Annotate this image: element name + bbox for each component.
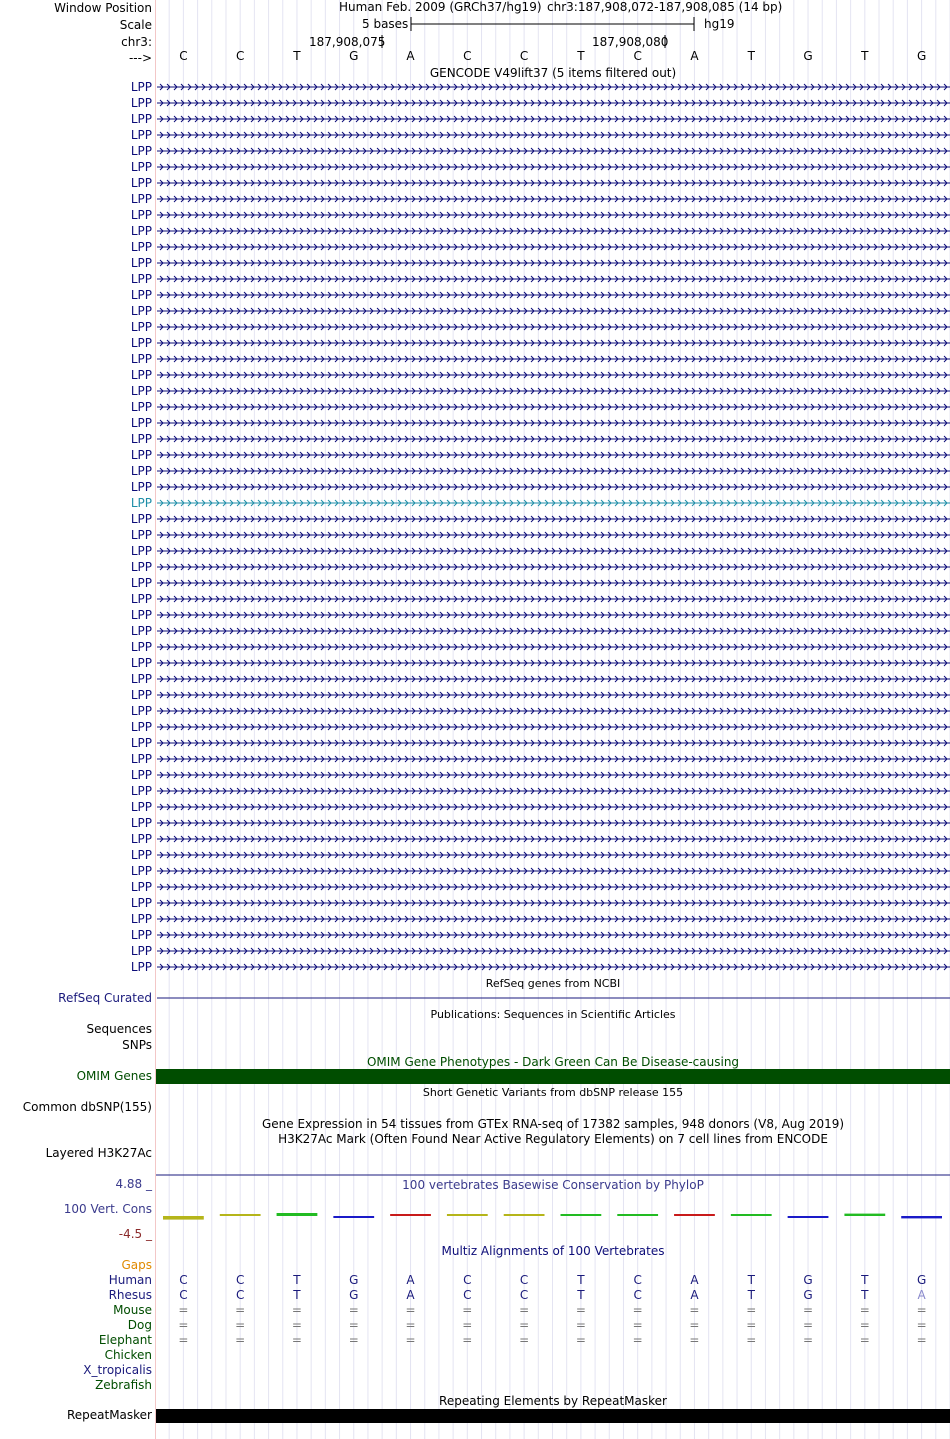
multiz-base: = [405, 1333, 416, 1347]
multiz-base: = [859, 1303, 870, 1317]
gencode-gene-label[interactable]: LPP [130, 448, 152, 462]
multiz-base: T [293, 1273, 301, 1287]
multiz-base: C [463, 1288, 472, 1302]
h3k27ac-track-label[interactable]: Layered H3K27Ac [45, 1146, 152, 1160]
gencode-gene-label[interactable]: LPP [130, 784, 152, 798]
multiz-base: C [179, 1288, 188, 1302]
gencode-gene-label[interactable]: LPP [130, 608, 152, 622]
gencode-gene-label[interactable]: LPP [130, 560, 152, 574]
multiz-base: G [916, 1273, 927, 1287]
gencode-gene-label[interactable]: LPP [130, 256, 152, 270]
phylop-bar [504, 1214, 545, 1216]
gencode-gene-label[interactable]: LPP [130, 368, 152, 382]
gencode-gene-label[interactable]: LPP [130, 880, 152, 894]
multiz-base: = [519, 1303, 530, 1317]
multiz-base: = [575, 1333, 586, 1347]
phylop-bar [163, 1216, 204, 1220]
multiz-base: = [235, 1333, 246, 1347]
multiz-base: A [917, 1288, 926, 1302]
multiz-base: = [689, 1318, 700, 1332]
gencode-gene-label[interactable]: LPP [130, 944, 152, 958]
phylop-track-label[interactable]: 100 Vert. Cons [63, 1202, 152, 1216]
multiz-base: = [405, 1303, 416, 1317]
multiz-base: = [575, 1318, 586, 1332]
scale-text: 5 bases [362, 17, 409, 31]
gencode-gene-label[interactable]: LPP [130, 720, 152, 734]
multiz-base: C [519, 1273, 529, 1287]
coord-tick-1: 187,908,075 [309, 35, 386, 49]
multiz-track-title[interactable]: Multiz Alignments of 100 Vertebrates [441, 1244, 665, 1258]
gencode-gene-label[interactable]: LPP [130, 384, 152, 398]
gencode-gene-label[interactable]: LPP [130, 416, 152, 430]
multiz-base: T [293, 1288, 301, 1302]
multiz-base: C [235, 1273, 245, 1287]
reference-base: A [690, 49, 699, 63]
multiz-base: = [859, 1318, 870, 1332]
phylop-bar [333, 1216, 374, 1218]
multiz-base: T [577, 1273, 585, 1287]
multiz-base: = [291, 1318, 302, 1332]
gencode-gene-label[interactable]: LPP [130, 480, 152, 494]
multiz-base: = [916, 1333, 927, 1347]
gencode-track-title[interactable]: GENCODE V49lift37 (5 items filtered out) [429, 66, 677, 80]
gencode-gene-label[interactable]: LPP [130, 432, 152, 446]
assembly-title: Human Feb. 2009 (GRCh37/hg19) [339, 0, 542, 14]
multiz-base: = [632, 1303, 643, 1317]
multiz-base: G [803, 1288, 813, 1302]
dbsnp-track-title[interactable]: Short Genetic Variants from dbSNP release 155 [422, 1086, 684, 1099]
multiz-base: A [406, 1273, 415, 1287]
gencode-gene-label[interactable]: LPP [130, 224, 152, 238]
multiz-base: = [803, 1318, 814, 1332]
multiz-species-label[interactable]: Dog [127, 1318, 152, 1332]
multiz-base: = [519, 1333, 530, 1347]
multiz-base: = [519, 1318, 530, 1332]
gencode-gene-label[interactable]: LPP [130, 576, 152, 590]
multiz-base: A [690, 1273, 699, 1287]
gencode-gene-label[interactable]: LPP [130, 544, 152, 558]
omim-track-title[interactable]: OMIM Gene Phenotypes - Dark Green Can Be Disease-causing [366, 1055, 740, 1069]
phylop-bar [220, 1214, 261, 1216]
gencode-gene-label[interactable]: LPP [130, 704, 152, 718]
multiz-base: = [632, 1318, 643, 1332]
multiz-base: G [349, 1273, 359, 1287]
gencode-gene-label[interactable]: LPP [130, 912, 152, 926]
gencode-gene-label[interactable]: LPP [130, 928, 152, 942]
gencode-gene-label[interactable]: LPP [130, 960, 152, 974]
gencode-gene-label[interactable]: LPP [130, 496, 152, 510]
multiz-base: = [462, 1318, 473, 1332]
reference-base: T [747, 49, 755, 63]
multiz-base: = [235, 1318, 246, 1332]
reference-base: G [349, 49, 359, 63]
multiz-base: C [235, 1288, 245, 1302]
multiz-base: = [348, 1318, 359, 1332]
gencode-gene-label[interactable]: LPP [130, 848, 152, 862]
gencode-gene-label[interactable]: LPP [130, 752, 152, 766]
multiz-base: = [803, 1303, 814, 1317]
multiz-species-label[interactable]: Elephant [98, 1333, 152, 1347]
multiz-base: C [519, 1288, 529, 1302]
reference-base: A [406, 49, 415, 63]
reference-base: T [577, 49, 585, 63]
gencode-gene-label[interactable]: LPP [130, 528, 152, 542]
multiz-base: = [746, 1303, 757, 1317]
phylop-bar [674, 1214, 715, 1216]
phylop-bar [277, 1213, 318, 1216]
multiz-base: = [916, 1303, 927, 1317]
multiz-base: = [689, 1303, 700, 1317]
gencode-gene-label[interactable]: LPP [130, 592, 152, 606]
multiz-base: = [689, 1333, 700, 1347]
gencode-gene-label[interactable]: LPP [130, 896, 152, 910]
multiz-base: = [803, 1333, 814, 1347]
reference-base: C [463, 49, 472, 63]
reference-base: C [519, 49, 529, 63]
snps-track-label[interactable]: SNPs [122, 1038, 152, 1052]
multiz-base: = [348, 1303, 359, 1317]
multiz-species-label[interactable]: Zebrafish [95, 1378, 152, 1392]
multiz-base: C [633, 1288, 642, 1302]
phylop-bar [901, 1216, 942, 1218]
gencode-gene-label[interactable]: LPP [130, 320, 152, 334]
repeatmasker-track-title[interactable]: Repeating Elements by RepeatMasker [439, 1394, 667, 1408]
multiz-base: T [861, 1273, 869, 1287]
multiz-base: T [861, 1288, 869, 1302]
coord-tick-2: 187,908,080 [592, 35, 669, 49]
multiz-species-label[interactable]: X_tropicalis [83, 1363, 152, 1377]
multiz-base: = [405, 1318, 416, 1332]
phylop-bar [447, 1214, 488, 1216]
multiz-species-label[interactable]: Mouse [113, 1303, 152, 1317]
multiz-base: = [462, 1303, 473, 1317]
multiz-base: = [916, 1318, 927, 1332]
multiz-base: = [348, 1333, 359, 1347]
multiz-base: C [179, 1273, 188, 1287]
reference-base: C [179, 49, 188, 63]
gencode-gene-label[interactable]: LPP [130, 864, 152, 878]
reference-base: G [803, 49, 813, 63]
phylop-bar [844, 1214, 885, 1216]
gencode-gene-label[interactable]: LPP [130, 736, 152, 750]
gencode-gene-label[interactable]: LPP [130, 176, 152, 190]
phylop-bar [731, 1214, 772, 1216]
multiz-base: C [633, 1273, 642, 1287]
gencode-gene-label[interactable]: LPP [130, 96, 152, 110]
gencode-gene-label[interactable]: LPP [130, 192, 152, 206]
multiz-base: G [803, 1273, 813, 1287]
multiz-base: = [178, 1303, 189, 1317]
multiz-base: = [462, 1333, 473, 1347]
gencode-gene-label[interactable]: LPP [130, 304, 152, 318]
gencode-gene-label[interactable]: LPP [130, 352, 152, 366]
multiz-base: T [747, 1288, 755, 1302]
gencode-gene-label[interactable]: LPP [130, 768, 152, 782]
gencode-gene-label[interactable]: LPP [130, 272, 152, 286]
publications-track-label[interactable]: Sequences [86, 1022, 152, 1036]
multiz-base: = [859, 1333, 870, 1347]
multiz-base: = [632, 1333, 643, 1347]
multiz-species-label[interactable]: Human [108, 1273, 152, 1287]
reference-base: G [916, 49, 927, 63]
multiz-base: T [747, 1273, 755, 1287]
refseq-track-label[interactable]: RefSeq Curated [58, 991, 152, 1005]
gencode-gene-label[interactable]: LPP [130, 656, 152, 670]
gaps-label: Gaps [121, 1258, 152, 1272]
gencode-gene-label[interactable]: LPP [130, 144, 152, 158]
gtex-track-title[interactable]: Gene Expression in 54 tissues from GTEx RNA-seq of 17382 samples, 948 donors (V8, Aug 2019) [261, 1117, 845, 1131]
gencode-gene-label[interactable]: LPP [130, 240, 152, 254]
dbsnp-track-label[interactable]: Common dbSNP(155) [22, 1100, 152, 1114]
gencode-gene-label[interactable]: LPP [130, 336, 152, 350]
multiz-base: A [690, 1288, 699, 1302]
scale-db: hg19 [704, 17, 735, 31]
reference-base: C [235, 49, 245, 63]
publications-track-title[interactable]: Publications: Sequences in Scientific Articles [430, 1008, 676, 1021]
phylop-bar [561, 1214, 602, 1216]
multiz-base: T [577, 1288, 585, 1302]
window-position-label: Window Position [54, 1, 152, 15]
gencode-gene-label[interactable]: LPP [130, 624, 152, 638]
multiz-base: = [575, 1303, 586, 1317]
gencode-gene-label[interactable]: LPP [130, 640, 152, 654]
multiz-base: = [746, 1333, 757, 1347]
phylop-bar [617, 1214, 658, 1216]
omim-bar [156, 1069, 950, 1084]
multiz-species-label[interactable]: Chicken [104, 1348, 152, 1362]
multiz-base: = [178, 1333, 189, 1347]
scale-label: Scale [119, 18, 152, 32]
gencode-gene-label[interactable]: LPP [130, 160, 152, 174]
reference-base: T [861, 49, 869, 63]
h3k27ac-track-title[interactable]: H3K27Ac Mark (Often Found Near Active Regulatory Elements) on 7 cell lines from ENCODE [278, 1132, 828, 1146]
phylop-bar [390, 1214, 431, 1216]
multiz-base: G [349, 1288, 359, 1302]
multiz-base: = [291, 1333, 302, 1347]
phylop-bar [788, 1216, 829, 1218]
omim-track-label[interactable]: OMIM Genes [76, 1069, 152, 1083]
gencode-gene-label[interactable]: LPP [130, 288, 152, 302]
multiz-species-label[interactable]: Rhesus [108, 1288, 152, 1302]
multiz-base: = [235, 1303, 246, 1317]
gencode-gene-label[interactable]: LPP [130, 400, 152, 414]
repeatmasker-track-label[interactable]: RepeatMasker [66, 1408, 152, 1422]
gencode-gene-label[interactable]: LPP [130, 112, 152, 126]
multiz-base: C [463, 1273, 472, 1287]
phylop-min-label: -4.5 _ [118, 1227, 152, 1241]
gencode-gene-label[interactable]: LPP [130, 80, 152, 94]
multiz-base: = [291, 1303, 302, 1317]
gencode-gene-label[interactable]: LPP [130, 464, 152, 478]
gencode-gene-label[interactable]: LPP [130, 800, 152, 814]
reference-base: C [633, 49, 642, 63]
gencode-gene-label[interactable]: LPP [130, 512, 152, 526]
multiz-base: = [746, 1318, 757, 1332]
gencode-gene-label[interactable]: LPP [130, 672, 152, 686]
gencode-gene-label[interactable]: LPP [130, 128, 152, 142]
phylop-track-title[interactable]: 100 vertebrates Basewise Conservation by PhyloP [402, 1178, 704, 1192]
reference-base: T [293, 49, 301, 63]
gencode-gene-label[interactable]: LPP [130, 208, 152, 222]
phylop-max-label: 4.88 _ [115, 1177, 152, 1191]
strand-label: ---> [128, 51, 152, 65]
position-readout: chr3:187,908,072-187,908,085 (14 bp) [547, 0, 783, 14]
refseq-track-title[interactable]: RefSeq genes from NCBI [485, 977, 621, 990]
repeatmasker-bar [156, 1409, 950, 1423]
gencode-gene-label[interactable]: LPP [130, 832, 152, 846]
multiz-base: A [406, 1288, 415, 1302]
multiz-base: = [178, 1318, 189, 1332]
gencode-gene-label[interactable]: LPP [130, 688, 152, 702]
chrom-label: chr3: [121, 35, 152, 49]
gencode-gene-label[interactable]: LPP [130, 816, 152, 830]
